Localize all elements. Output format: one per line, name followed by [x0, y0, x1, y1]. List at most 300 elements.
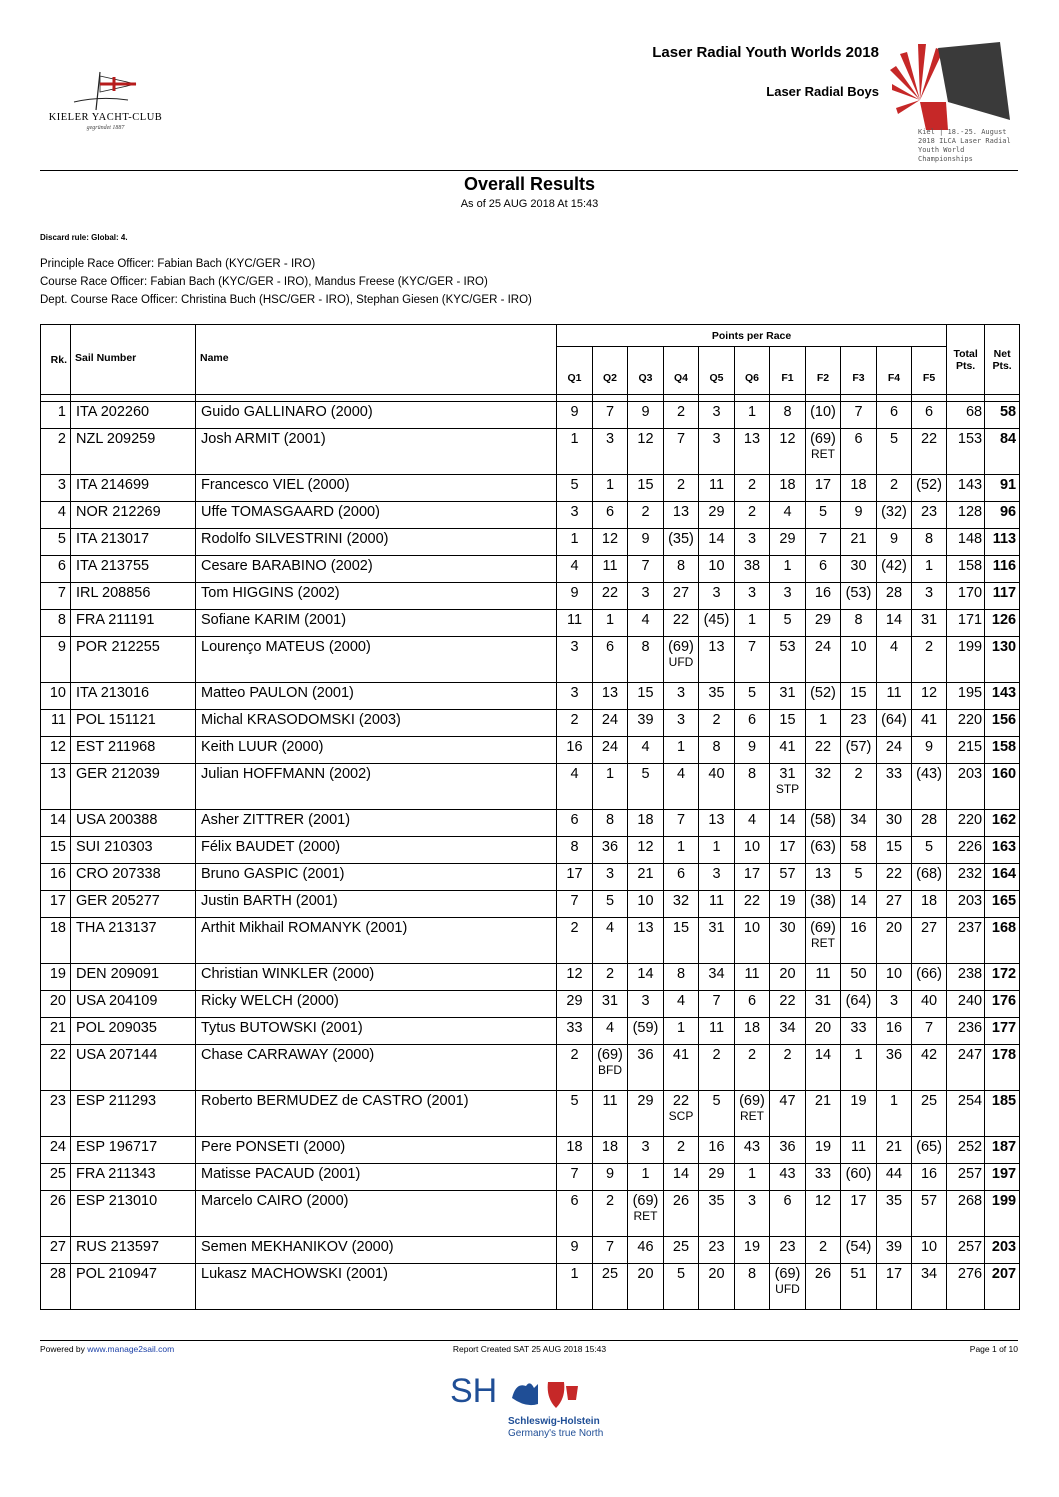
race-score-cell: [628, 1091, 664, 1137]
race-score: 3: [605, 431, 615, 447]
race-score-cell: [735, 637, 770, 683]
race-score-cell: [735, 737, 770, 764]
penalty-code: BFD: [598, 1063, 622, 1077]
total-points-cell: 158: [947, 556, 985, 583]
race-score-cell: [664, 891, 699, 918]
race-score-cell: [699, 991, 735, 1018]
race-score-cell: [841, 1237, 877, 1264]
header-rank: Rk.: [41, 325, 71, 395]
report-created: Report Created SAT 25 AUG 2018 15:43: [452, 1344, 607, 1354]
table-row: [41, 1264, 1020, 1310]
race-score: 8: [676, 558, 686, 574]
race-score-cell: [912, 991, 947, 1018]
race-score-cell: [593, 1045, 628, 1091]
race-score: 33: [814, 1166, 832, 1182]
race-score: 34: [708, 966, 725, 982]
table-row: [41, 610, 1020, 637]
results-table: [40, 324, 1020, 1310]
race-score: 3: [925, 585, 934, 601]
race-score-cell: [664, 1191, 699, 1237]
race-score-cell: [806, 710, 841, 737]
race-score-cell: [912, 964, 947, 991]
rank-cell: 15: [41, 837, 71, 864]
race-score-cell: [735, 964, 770, 991]
rank-cell: 21: [41, 1018, 71, 1045]
net-points-cell: 116: [985, 556, 1020, 583]
race-score: 7: [676, 812, 686, 828]
race-score: 21: [814, 1093, 832, 1109]
course-race-officer: Course Race Officer: Fabian Bach (KYC/GER - IRO), Mandus Freese (KYC/GER - IRO): [40, 276, 488, 288]
race-score: 12: [814, 1193, 832, 1209]
sail-number-cell: USA 207144: [71, 1045, 196, 1091]
race-score: 8: [854, 612, 863, 628]
race-score: 12: [566, 966, 583, 982]
race-score-cell: [593, 475, 628, 502]
race-score: 23: [708, 1239, 725, 1255]
race-score-cell: [735, 610, 770, 637]
race-score: 35: [708, 1193, 725, 1209]
race-score-cell: [877, 710, 912, 737]
race-score: 22: [885, 866, 903, 882]
race-score-cell: [912, 810, 947, 837]
race-score-cell: [557, 402, 593, 429]
race-score: 17: [850, 1193, 867, 1209]
sailor-name-cell: Guido GALLINARO (2000): [196, 402, 557, 429]
race-score-cell: [628, 810, 664, 837]
race-score-cell: [593, 1091, 628, 1137]
sailor-name-cell: Marcelo CAIRO (2000): [196, 1191, 557, 1237]
race-score: 11: [708, 1020, 725, 1036]
race-score-cell: [841, 529, 877, 556]
race-score: 9: [925, 739, 934, 755]
race-score-cell: [557, 610, 593, 637]
race-score: (69): [597, 1047, 623, 1063]
race-score: 41: [920, 712, 938, 728]
race-score: 31: [708, 920, 725, 936]
total-points-cell: 240: [947, 991, 985, 1018]
race-score-cell: [841, 891, 877, 918]
event-logo-line-1: Kiel | 18.-25. August: [918, 128, 1007, 136]
net-points-cell: 143: [985, 683, 1020, 710]
race-score-cell: [593, 837, 628, 864]
race-score-cell: [770, 964, 806, 991]
table-row: [41, 556, 1020, 583]
rank-cell: 3: [41, 475, 71, 502]
race-score-cell: [628, 610, 664, 637]
race-score: 23: [850, 712, 867, 728]
table-row: [41, 475, 1020, 502]
table-row: [41, 918, 1020, 964]
race-score-cell: [770, 864, 806, 891]
race-score-cell: [557, 556, 593, 583]
race-score: 25: [672, 1239, 690, 1255]
race-score: 5: [676, 1266, 686, 1282]
race-score-cell: [841, 610, 877, 637]
net-points-cell: 162: [985, 810, 1020, 837]
race-score-cell: [699, 864, 735, 891]
race-score-cell: [806, 1137, 841, 1164]
race-score: 21: [885, 1139, 903, 1155]
race-score-cell: [557, 864, 593, 891]
header-sail-number: Sail Number: [71, 325, 196, 395]
race-score: 27: [920, 920, 938, 936]
race-score-cell: [664, 556, 699, 583]
race-score: 3: [570, 639, 579, 655]
race-score: (63): [810, 839, 836, 855]
sailor-name-cell: Tom HIGGINS (2002): [196, 583, 557, 610]
race-score-cell: [912, 683, 947, 710]
race-score: 2: [747, 504, 757, 520]
spacer-cell: [628, 395, 664, 402]
penalty-code: RET: [740, 1109, 764, 1123]
race-score-cell: [806, 864, 841, 891]
total-points-cell: 143: [947, 475, 985, 502]
race-score: 8: [605, 812, 615, 828]
race-score-cell: [664, 764, 699, 810]
race-score: 29: [814, 612, 832, 628]
rank-cell: 28: [41, 1264, 71, 1310]
total-points-cell: 68: [947, 402, 985, 429]
race-score-cell: [557, 837, 593, 864]
race-score: 20: [779, 966, 796, 982]
sailor-name-cell: Lourenço MATEUS (2000): [196, 637, 557, 683]
race-score-cell: [557, 964, 593, 991]
results-body: [41, 395, 1020, 1310]
table-row: [41, 1137, 1020, 1164]
total-points-cell: 254: [947, 1091, 985, 1137]
race-score-cell: [593, 1018, 628, 1045]
sail-number-cell: RUS 213597: [71, 1237, 196, 1264]
sponsor-mark: SH: [450, 1372, 498, 1410]
race-score: 4: [889, 639, 899, 655]
header-race-f4: F4: [877, 347, 912, 395]
total-points-cell: 153: [947, 429, 985, 475]
header-net-points: Net Pts.: [985, 325, 1020, 395]
race-score: (69): [810, 431, 836, 447]
net-points-cell: 172: [985, 964, 1020, 991]
race-score: 1: [925, 558, 934, 574]
net-points-cell: 117: [985, 583, 1020, 610]
race-score-cell: [699, 710, 735, 737]
race-score-cell: [557, 764, 593, 810]
net-points-cell: 207: [985, 1264, 1020, 1310]
race-score-cell: [877, 737, 912, 764]
race-score-cell: [593, 810, 628, 837]
sail-number-cell: ITA 214699: [71, 475, 196, 502]
race-score: 2: [676, 477, 686, 493]
race-score: 50: [850, 966, 867, 982]
race-score: 13: [814, 866, 832, 882]
race-score: 22: [601, 585, 619, 601]
sponsor-logo: [450, 1372, 630, 1442]
header-race-f2: F2: [806, 347, 841, 395]
race-score: 6: [925, 404, 934, 420]
race-score: 8: [783, 404, 792, 420]
rank-cell: 16: [41, 864, 71, 891]
total-points-cell: 237: [947, 918, 985, 964]
race-score: 22: [814, 739, 832, 755]
sail-number-cell: ITA 213017: [71, 529, 196, 556]
race-score: 3: [641, 1139, 650, 1155]
race-score: 1: [641, 1166, 650, 1182]
race-score-cell: [735, 1264, 770, 1310]
race-score-cell: [557, 1164, 593, 1191]
table-row: [41, 1018, 1020, 1045]
race-score-cell: [806, 583, 841, 610]
race-score: 30: [885, 812, 903, 828]
race-score: 35: [885, 1193, 903, 1209]
header-race-q6: Q6: [735, 347, 770, 395]
net-points-cell: 130: [985, 637, 1020, 683]
sailor-name-cell: Josh ARMIT (2001): [196, 429, 557, 475]
race-score: 1: [889, 1093, 899, 1109]
net-points-cell: 203: [985, 1237, 1020, 1264]
race-score: 16: [708, 1139, 725, 1155]
race-score-cell: [628, 1018, 664, 1045]
race-score-cell: [912, 710, 947, 737]
race-score: 29: [779, 531, 796, 547]
race-score-cell: [770, 1191, 806, 1237]
rank-cell: 25: [41, 1164, 71, 1191]
race-score: 11: [850, 1139, 867, 1155]
race-score-cell: [557, 810, 593, 837]
race-score: 44: [885, 1166, 903, 1182]
table-row: [41, 710, 1020, 737]
race-score: 3: [889, 993, 899, 1009]
race-score-cell: [699, 1045, 735, 1091]
race-score-cell: [806, 556, 841, 583]
race-score: 9: [641, 531, 650, 547]
race-score-cell: [628, 1164, 664, 1191]
header-spacer-row: [41, 395, 1020, 402]
rank-cell: 14: [41, 810, 71, 837]
race-score: 9: [889, 531, 899, 547]
race-score: 42: [920, 1047, 938, 1063]
race-score: 5: [712, 1093, 721, 1109]
race-score: 3: [747, 585, 757, 601]
race-score-cell: [699, 683, 735, 710]
race-score-cell: [735, 475, 770, 502]
race-score: 17: [779, 839, 796, 855]
race-score: 43: [779, 1166, 796, 1182]
race-score: 15: [637, 477, 654, 493]
race-score: 10: [743, 839, 761, 855]
race-score-cell: [593, 918, 628, 964]
race-score: 27: [885, 893, 903, 909]
race-score-cell: [699, 556, 735, 583]
net-points-cell: 158: [985, 737, 1020, 764]
race-score: 6: [570, 812, 579, 828]
race-score-cell: [557, 683, 593, 710]
race-score-cell: [664, 1045, 699, 1091]
net-points-cell: 185: [985, 1091, 1020, 1137]
race-score: (64): [881, 712, 907, 728]
race-score: 1: [570, 431, 579, 447]
race-score: 1: [747, 612, 757, 628]
race-score: 2: [854, 766, 863, 782]
sponsor-name: Schleswig-Holstein: [508, 1416, 600, 1427]
race-score-cell: [912, 1237, 947, 1264]
rank-cell: 24: [41, 1137, 71, 1164]
sail-number-cell: NOR 212269: [71, 502, 196, 529]
net-points-cell: 187: [985, 1137, 1020, 1164]
spacer-cell: [196, 395, 557, 402]
race-score-cell: [699, 529, 735, 556]
net-points-cell: 84: [985, 429, 1020, 475]
race-score: 2: [747, 477, 757, 493]
race-score: 3: [641, 585, 650, 601]
race-score-cell: [593, 1237, 628, 1264]
race-score: 33: [885, 766, 903, 782]
race-score-cell: [628, 529, 664, 556]
race-score-cell: [806, 683, 841, 710]
table-row: [41, 964, 1020, 991]
report-as-of: As of 25 AUG 2018 At 15:43: [460, 198, 599, 210]
race-score-cell: [770, 610, 806, 637]
race-score-cell: [806, 891, 841, 918]
burgee-icon: [70, 70, 140, 112]
race-score: 12: [779, 431, 796, 447]
race-score-cell: [770, 918, 806, 964]
total-points-cell: 148: [947, 529, 985, 556]
race-score-cell: [593, 556, 628, 583]
race-score-cell: [664, 1137, 699, 1164]
race-score-cell: [557, 1018, 593, 1045]
race-score-cell: [806, 1264, 841, 1310]
race-score-cell: [593, 402, 628, 429]
race-score: 5: [570, 477, 579, 493]
race-score: 7: [676, 431, 686, 447]
spacer-cell: [985, 395, 1020, 402]
race-score: 8: [747, 766, 757, 782]
race-score: 12: [637, 431, 654, 447]
net-points-cell: 178: [985, 1045, 1020, 1091]
race-score: 12: [601, 531, 619, 547]
sail-number-cell: USA 204109: [71, 991, 196, 1018]
race-score-cell: [699, 764, 735, 810]
race-score-cell: [735, 991, 770, 1018]
race-score: 7: [818, 531, 828, 547]
race-score-cell: [877, 1018, 912, 1045]
race-score-cell: [841, 402, 877, 429]
race-score-cell: [628, 891, 664, 918]
race-score-cell: [912, 637, 947, 683]
penalty-code: RET: [633, 1209, 658, 1223]
race-score-cell: [877, 810, 912, 837]
penalty-code: RET: [811, 447, 835, 461]
race-score: 13: [708, 639, 725, 655]
race-score-cell: [841, 1045, 877, 1091]
race-score: 11: [886, 685, 902, 701]
race-score: 14: [814, 1047, 832, 1063]
race-score: 4: [676, 993, 686, 1009]
race-score-cell: [664, 529, 699, 556]
race-score: 29: [708, 1166, 725, 1182]
race-score: 13: [672, 504, 690, 520]
race-score-cell: [877, 1045, 912, 1091]
rank-cell: 17: [41, 891, 71, 918]
race-score-cell: [699, 1018, 735, 1045]
race-score: 36: [637, 1047, 654, 1063]
race-score: 5: [605, 893, 615, 909]
table-row: [41, 737, 1020, 764]
header-race-q3: Q3: [628, 347, 664, 395]
race-score: 14: [850, 893, 867, 909]
race-score: 7: [854, 404, 863, 420]
race-score-cell: [628, 402, 664, 429]
race-score-cell: [912, 1164, 947, 1191]
race-score-cell: [770, 737, 806, 764]
race-score: 15: [779, 712, 796, 728]
rank-cell: 9: [41, 637, 71, 683]
sail-number-cell: ESP 211293: [71, 1091, 196, 1137]
race-score-cell: [841, 710, 877, 737]
race-score: 36: [885, 1047, 903, 1063]
race-score-cell: [912, 1091, 947, 1137]
race-score-cell: [912, 502, 947, 529]
race-score: (69): [739, 1093, 765, 1109]
race-score-cell: [699, 1164, 735, 1191]
race-score: 3: [641, 993, 650, 1009]
club-subtitle: gegründet 1887: [86, 125, 125, 131]
race-score-cell: [628, 1191, 664, 1237]
race-score: 7: [925, 1020, 934, 1036]
race-score-cell: [699, 429, 735, 475]
race-score-cell: [806, 1164, 841, 1191]
manage2sail-link[interactable]: www.manage2sail.com: [87, 1344, 175, 1354]
race-score-cell: [628, 583, 664, 610]
race-score-cell: [664, 810, 699, 837]
race-score: 1: [818, 712, 828, 728]
race-score-cell: [841, 637, 877, 683]
sail-number-cell: GER 212039: [71, 764, 196, 810]
penalty-code: UFD: [775, 1282, 800, 1296]
sailor-name-cell: Christian WINKLER (2000): [196, 964, 557, 991]
race-score: 17: [885, 1266, 903, 1282]
rank-cell: 26: [41, 1191, 71, 1237]
race-score-cell: [557, 1045, 593, 1091]
race-score-cell: [699, 891, 735, 918]
race-score-cell: [806, 529, 841, 556]
sail-number-cell: SUI 210303: [71, 837, 196, 864]
race-score-cell: [628, 556, 664, 583]
race-score-cell: [841, 737, 877, 764]
race-score-cell: [912, 1191, 947, 1237]
race-score-cell: [806, 502, 841, 529]
race-score-cell: [877, 556, 912, 583]
race-score: 6: [783, 1193, 792, 1209]
race-score: 1: [747, 1166, 757, 1182]
race-score-cell: [770, 529, 806, 556]
race-score: 38: [743, 558, 761, 574]
total-points-cell: 232: [947, 864, 985, 891]
race-score: 6: [854, 431, 863, 447]
race-score-cell: [699, 1191, 735, 1237]
race-score: 8: [925, 531, 934, 547]
race-score: 18: [566, 1139, 583, 1155]
race-score-cell: [877, 402, 912, 429]
race-score-cell: [557, 637, 593, 683]
race-score: 18: [850, 477, 867, 493]
race-score-cell: [912, 610, 947, 637]
race-score: 17: [566, 866, 583, 882]
race-score-cell: [912, 529, 947, 556]
header-race-q4: Q4: [664, 347, 699, 395]
race-score-cell: [735, 502, 770, 529]
spacer-cell: [735, 395, 770, 402]
race-score: 7: [641, 558, 650, 574]
rank-cell: 5: [41, 529, 71, 556]
